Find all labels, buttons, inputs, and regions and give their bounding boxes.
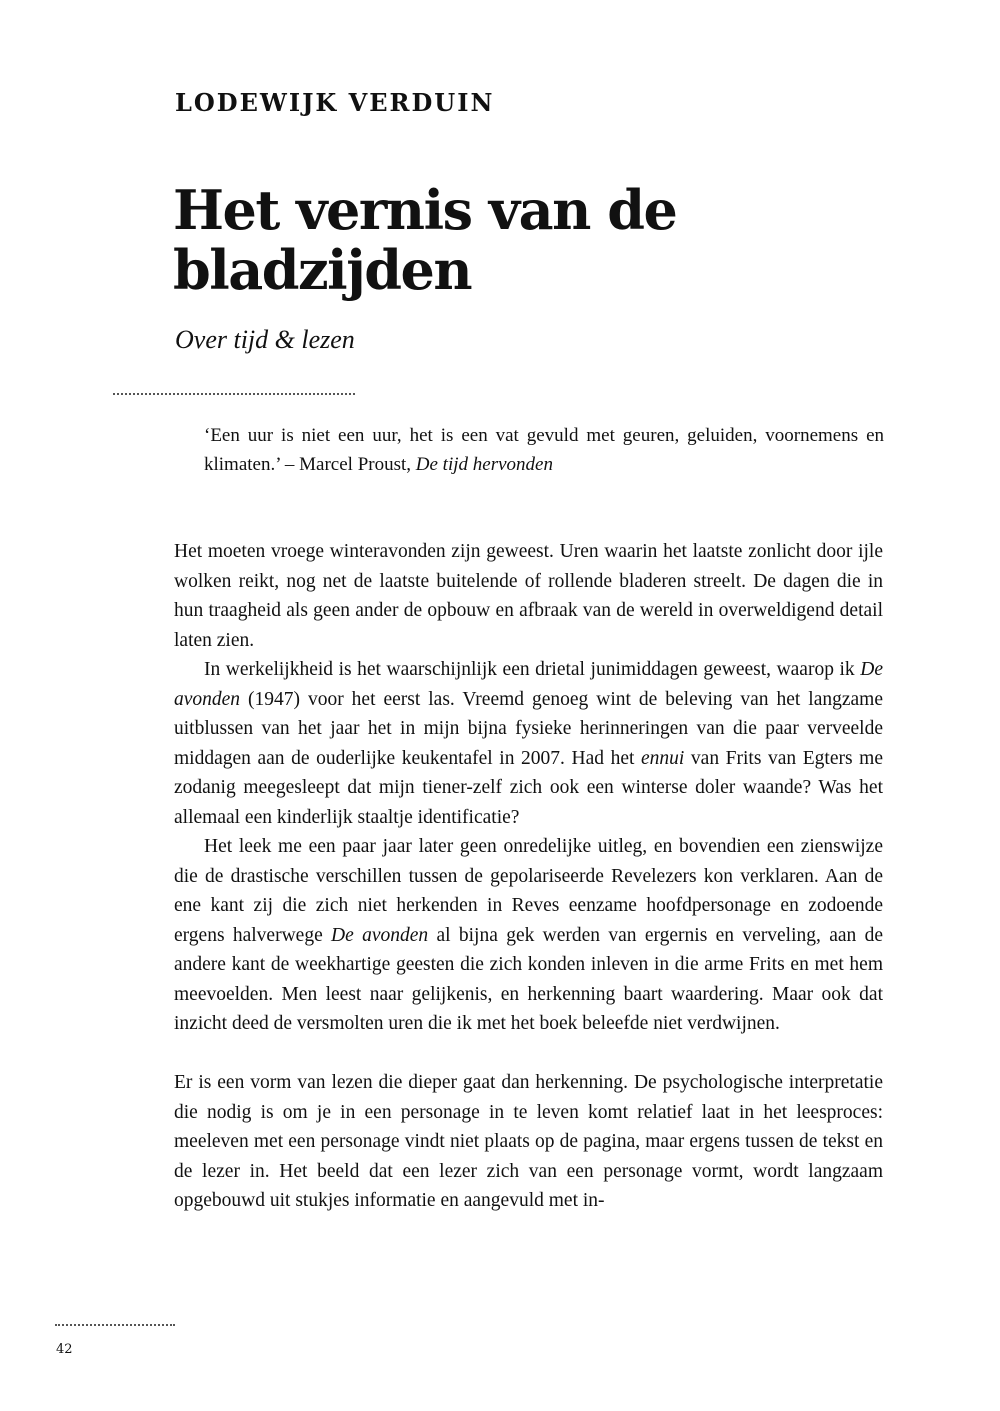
italic-ennui: ennui xyxy=(641,747,685,769)
book-title-de-avonden: De avonden xyxy=(331,924,429,946)
paragraph-4: Er is een vorm van lezen die dieper gaat dan herkenning. De psychologische interpretatie die nodig is om je in een personage in te leven komt relatief laat in het leesproces: meeleven met een personage vindt niet plaats op de pagina, maar ergens tussen de tekst en de lezer in. Het beeld dat een lezer zich van een personage vormt, wordt langzaam opgebouwd uit stukjes informatie en aangevuld met in- xyxy=(174,1072,883,1211)
article-title: Het vernis van de bladzijden xyxy=(173,178,677,302)
page-number: 42 xyxy=(56,1342,73,1357)
paragraph-2-text-b: (1947) voor het eerst las. Vreemd genoeg wint de beleving van het langzame uitblussen van het jaar het in mijn bijna fysieke herinneringen van die paar verveelde middagen aan de ouderlijke keukentafel in 2007. Had het xyxy=(174,688,883,769)
author-name: LODEWIJK VERDUIN xyxy=(175,88,495,117)
dotted-divider-bottom xyxy=(55,1324,175,1326)
paragraph-3 xyxy=(174,832,883,1039)
paragraph-2-text-a: In werkelijkheid is het waarschijnlijk een drietal junimiddagen geweest, waarop ik xyxy=(204,659,861,680)
paragraph-3-text-a: Het leek me een paar jaar later geen onredelijke uitleg, en bovendien een zienswijze die de drastische verschillen tussen de gepolariseerde Revelezers kon verklaren. Aan de ene kant zij die zich niet herkenden in Reves eenzame hoofdpersonage en zodoende ergens halverwege xyxy=(174,836,883,946)
article-subtitle: Over tijd & lezen xyxy=(175,325,355,354)
epigraph-source-title: De tijd hervonden xyxy=(415,454,553,475)
paragraph-2 xyxy=(174,655,883,832)
dotted-divider-top xyxy=(113,393,355,395)
paragraph-1: Het moeten vroege winteravonden zijn geweest. Uren waarin het laatste zonlicht door ijle wolken reikt, nog net de laatste buitelende of rollende bladeren streelt. De dagen die in hun traagheid als geen ander de opbouw en afbraak van de wereld in overweldigend detail laten zien. xyxy=(174,541,883,651)
paragraph-2-text-c: van Frits van Egters me zodanig meegesleept dat mijn tiener-zelf zich ook een winterse doler waande? Was het allemaal een kinderlijk staaltje identificatie? xyxy=(174,747,883,828)
article-body xyxy=(174,537,883,1216)
paragraph-3-text-b: al bijna gek werden van ergernis en verveling, aan de andere kant de weekhartige geesten die zich konden inleven in die arme Frits en met hem meevoelden. Men leest naar gelijkenis, en herkenning baart waardering. Maar ook dat inzicht deed de versmolten uren die ik met het boek beleefde niet verdwijnen. xyxy=(174,924,883,1034)
epigraph-quote: ‘Een uur is niet een uur, het is een vat gevuld met geuren, geluiden, voornemens en klimaten.’ – Marcel Proust, xyxy=(204,425,884,475)
book-title-de-avonden: De avonden xyxy=(174,659,883,710)
epigraph xyxy=(204,421,884,479)
